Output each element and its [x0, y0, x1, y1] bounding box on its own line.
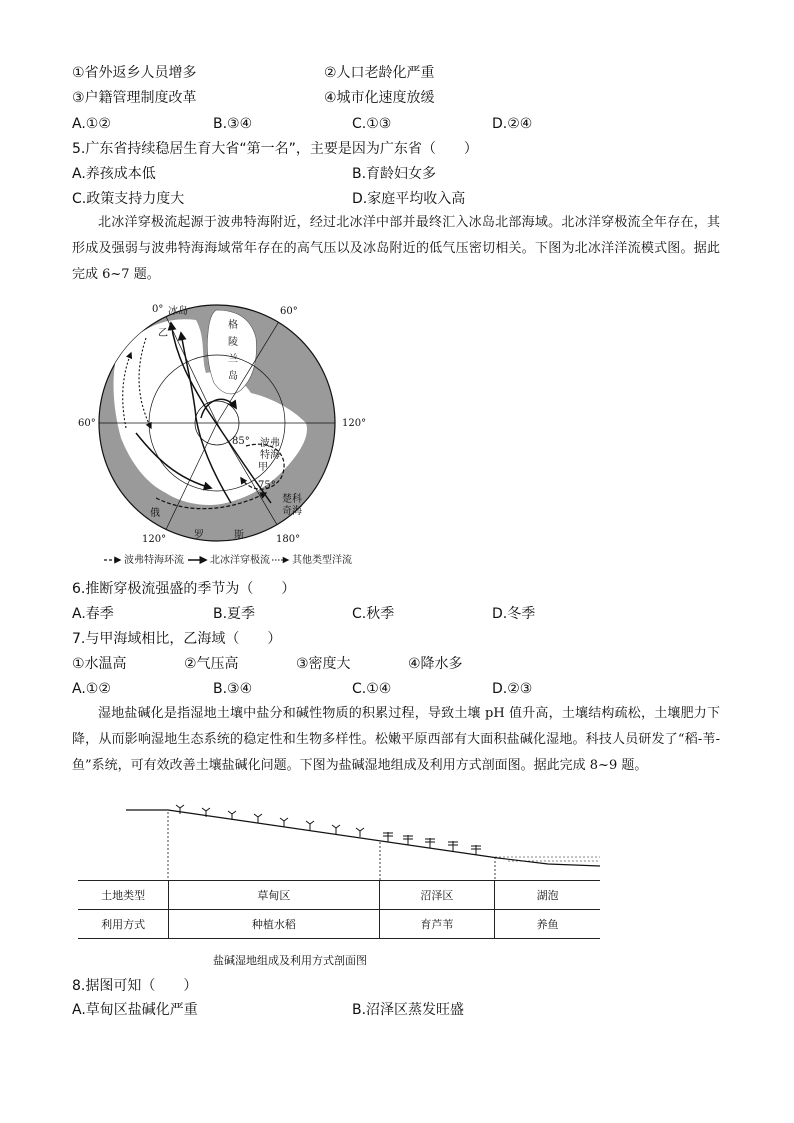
q4-statement-3: ③户籍管理制度改革	[72, 90, 197, 106]
iceland-label: 冰岛	[168, 306, 188, 317]
q5-option-b: B.育龄妇女多	[352, 166, 437, 182]
legend-transpolar: 北冰洋穿极流	[210, 555, 270, 566]
greenland-label-2: 陵	[228, 337, 238, 348]
cell-marsh: 沼泽区	[379, 881, 495, 910]
lon-60e-label: 60°	[280, 306, 298, 317]
q4-option-d: D.②④	[492, 116, 533, 132]
chukchi-label-1: 楚科	[282, 494, 302, 505]
q7-statement-1: ①水温高	[72, 656, 127, 672]
q5-option-c: C.政策支持力度大	[72, 191, 185, 207]
lat-75-label: 75°	[258, 480, 276, 491]
beaufort-label-1: 波弗	[260, 438, 280, 449]
q5-option-a: A.养孩成本低	[72, 166, 156, 182]
beaufort-label-2: 特海	[260, 450, 280, 461]
q7-statement-2: ②气压高	[184, 656, 239, 672]
passage-arctic-currents: 北冰洋穿极流起源于波弗特海附近，经过北冰洋中部并最终汇入冰岛北部海域。北冰洋穿极流全年存在，其形成及强弱与波弗特海海域常年存在的高气压以及冰岛附近的低气压密切相关。下图为北冰洋洋流模式图。据此完成 6~7 题。	[72, 215, 720, 282]
q7-option-d: D.②③	[492, 681, 533, 697]
q7-option-c: C.①④	[352, 681, 392, 697]
land-use-table	[78, 880, 600, 939]
q7-statement-4: ④降水多	[408, 656, 463, 672]
lon-120w-label: 120°	[142, 534, 167, 545]
arctic-current-map	[76, 298, 372, 573]
lon-120e-label: 120°	[342, 418, 367, 429]
row-use-label: 利用方式	[78, 910, 169, 939]
lon-0-label: 0°	[152, 304, 164, 315]
lat-85-label: 85°	[232, 436, 250, 447]
russia-label-3: 斯	[234, 530, 244, 541]
q6-option-d: D.冬季	[492, 606, 536, 622]
legend-other-currents: 其他类型洋流	[292, 555, 352, 566]
q6-option-b: B.夏季	[213, 606, 256, 622]
sea-yi-label: 乙	[158, 328, 168, 339]
q4-option-b: B.③④	[213, 116, 253, 132]
wetland-profile-diagram	[78, 800, 600, 880]
q4-option-c: C.①③	[352, 116, 392, 132]
q6-option-c: C.秋季	[352, 606, 395, 622]
q6-option-a: A.春季	[72, 606, 114, 622]
q4-option-a: A.①②	[72, 116, 111, 132]
q7-stem: 7.与甲海域相比，乙海域（ ）	[72, 631, 282, 647]
passage-saline-wetland: 湿地盐碱化是指湿地土壤中盐分和碱性物质的积累过程，导致土壤 pH 值升高，土壤结构疏松，土壤肥力下降，从而影响湿地生态系统的稳定性和生物多样性。松嫩平原西部有大面积盐碱化湿地。科技人员研发了“稻-苇-鱼”系统，可有效改善土壤盐碱化问题。下图为盐碱湿地组成及利用方式剖面图。据此完成 8~9 题。	[72, 706, 720, 773]
q4-statement-2: ②人口老龄化严重	[324, 65, 435, 81]
legend-beaufort-gyre: 波弗特海环流	[124, 555, 184, 566]
lon-60w-label: 60°	[78, 418, 96, 429]
lon-180-label: 180°	[276, 534, 301, 545]
russia-label-2: 罗	[194, 530, 204, 541]
cell-lake: 湖泡	[495, 881, 600, 910]
row-land-type-label: 土地类型	[78, 881, 169, 910]
profile-caption: 盐碱湿地组成及利用方式剖面图	[213, 954, 367, 967]
q8-option-b: B.沼泽区蒸发旺盛	[352, 1002, 465, 1018]
cell-meadow: 草甸区	[169, 881, 379, 910]
q7-option-b: B.③④	[213, 681, 253, 697]
greenland-label-3: 兰	[228, 354, 238, 365]
q6-stem: 6.推断穿极流强盛的季节为（ ）	[72, 581, 296, 597]
russia-label-1: 俄	[150, 508, 160, 519]
q8-option-a: A.草甸区盐碱化严重	[72, 1002, 198, 1018]
q4-statement-4: ④城市化速度放缓	[324, 90, 435, 106]
cell-reed: 育芦苇	[379, 910, 495, 939]
q5-stem: 5.广东省持续稳居生育大省“第一名”，主要是因为广东省（ ）	[72, 141, 478, 157]
q5-option-d: D.家庭平均收入高	[352, 191, 466, 207]
q7-statement-3: ③密度大	[296, 656, 351, 672]
cell-fish: 养鱼	[495, 910, 600, 939]
q8-stem: 8.据图可知（ ）	[72, 978, 198, 994]
cell-rice: 种植水稻	[169, 910, 379, 939]
greenland-label-4: 岛	[228, 371, 238, 382]
q4-statement-1: ①省外返乡人员增多	[72, 65, 197, 81]
chukchi-label-2: 奇海	[282, 506, 302, 517]
sea-jia-label: 甲	[258, 462, 268, 473]
greenland-label-1: 格	[228, 320, 238, 331]
q7-option-a: A.①②	[72, 681, 111, 697]
